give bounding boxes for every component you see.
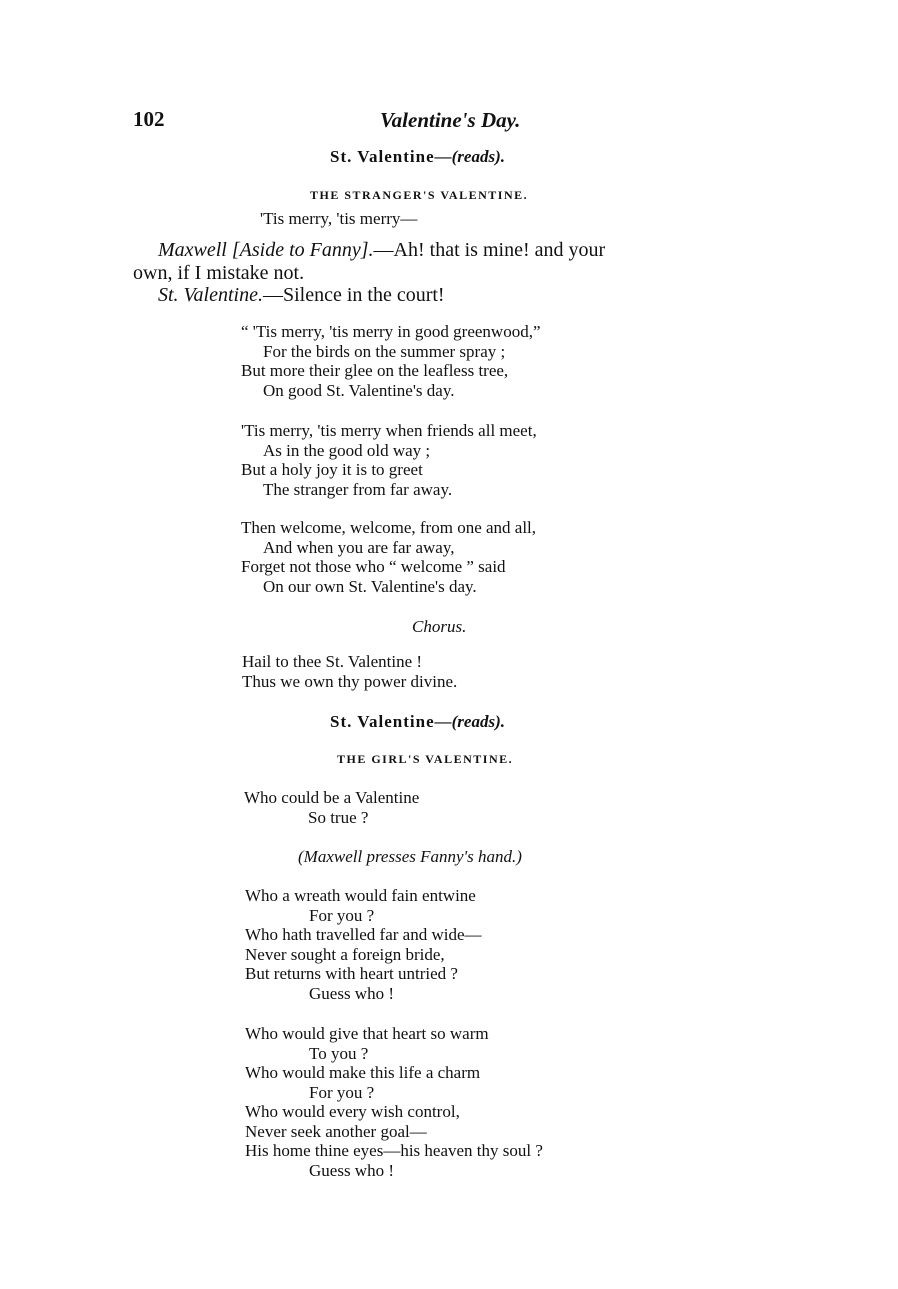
verse-line: Hail to thee St. Valentine !	[242, 652, 423, 671]
verse-line: Who a wreath would fain entwine	[245, 886, 476, 905]
verse-line: But a holy joy it is to greet	[241, 460, 423, 479]
verse-line: Thus we own thy power divine.	[242, 671, 458, 691]
maxwell-line-cont: own, if I mistake not.	[133, 262, 305, 284]
verse-line: “ 'Tis merry, 'tis merry in good greenwood,”	[241, 322, 541, 341]
verse-line: Who would make this life a charm	[245, 1063, 481, 1082]
speaker-action: —(reads).	[434, 147, 505, 166]
speaker-heading-1	[330, 147, 505, 167]
verse-line: But more their glee on the leafless tree,	[241, 361, 509, 380]
verse-line: On our own St. Valentine's day.	[263, 576, 477, 596]
verse-line: Guess who !	[309, 983, 394, 1003]
speaker-name: St. Valentine	[330, 147, 435, 166]
page-number: 102	[133, 107, 165, 131]
poem-part-b	[245, 886, 482, 1003]
verse-line: His home thine eyes—his heaven thy soul ?	[245, 1141, 543, 1160]
verse-line: Then welcome, welcome, from one and all,	[241, 518, 537, 537]
verse-line: To you ?	[309, 1043, 369, 1063]
speaker-action: —(reads).	[434, 712, 505, 731]
stage-direction: (Maxwell presses Fanny's hand.)	[298, 847, 522, 866]
verse-line: So true ?	[308, 807, 369, 827]
verse-line: 'Tis merry, 'tis merry when friends all meet,	[241, 421, 537, 440]
verse-line: Who would give that heart so warm	[245, 1024, 489, 1043]
song-stanza-1	[241, 322, 540, 400]
valentine-title-stranger: THE STRANGER'S VALENTINE.	[310, 188, 529, 202]
verse-line: For you ?	[309, 1082, 375, 1102]
verse-line: Never sought a foreign bride,	[245, 944, 445, 964]
chorus-label: Chorus.	[412, 617, 467, 636]
verse-line: And when you are far away,	[263, 537, 455, 557]
chorus-lines	[242, 652, 457, 691]
maxwell-aside: [Aside to Fanny].	[231, 239, 374, 261]
poem-part-a	[244, 788, 419, 827]
song-stanza-3	[241, 518, 536, 596]
speaker-name: St. Valentine	[330, 712, 435, 731]
maxwell-name: Maxwell	[158, 239, 227, 261]
verse-line: Who would every wish control,	[245, 1102, 460, 1121]
verse-line: On good St. Valentine's day.	[263, 380, 455, 400]
verse-line: Who hath travelled far and wide—	[245, 925, 482, 944]
verse-line: The stranger from far away.	[263, 479, 453, 499]
maxwell-line	[158, 239, 605, 262]
song-stanza-2	[241, 421, 537, 499]
verse-line: But returns with heart untried ?	[245, 964, 458, 983]
verse-line: Who could be a Valentine	[244, 788, 420, 807]
valentine-speech: —Silence in the court!	[262, 284, 445, 306]
poem-part-c	[245, 1024, 543, 1180]
running-title: Valentine's Day.	[380, 108, 521, 132]
verse-line: Forget not those who “ welcome ” said	[241, 557, 506, 576]
verse-line: For you ?	[309, 905, 375, 925]
valentine-line	[158, 284, 445, 307]
valentine-title-girl: THE GIRL'S VALENTINE.	[337, 752, 514, 766]
verse-line: Guess who !	[309, 1160, 394, 1180]
speaker-heading-2	[330, 712, 505, 732]
opening-line: 'Tis merry, 'tis merry—	[260, 209, 418, 228]
valentine-name: St. Valentine.	[158, 284, 263, 306]
verse-line: For the birds on the summer spray ;	[263, 341, 506, 361]
verse-line: As in the good old way ;	[263, 440, 431, 460]
verse-line: Never seek another goal—	[245, 1121, 427, 1141]
maxwell-speech: —Ah! that is mine! and your	[373, 239, 606, 261]
